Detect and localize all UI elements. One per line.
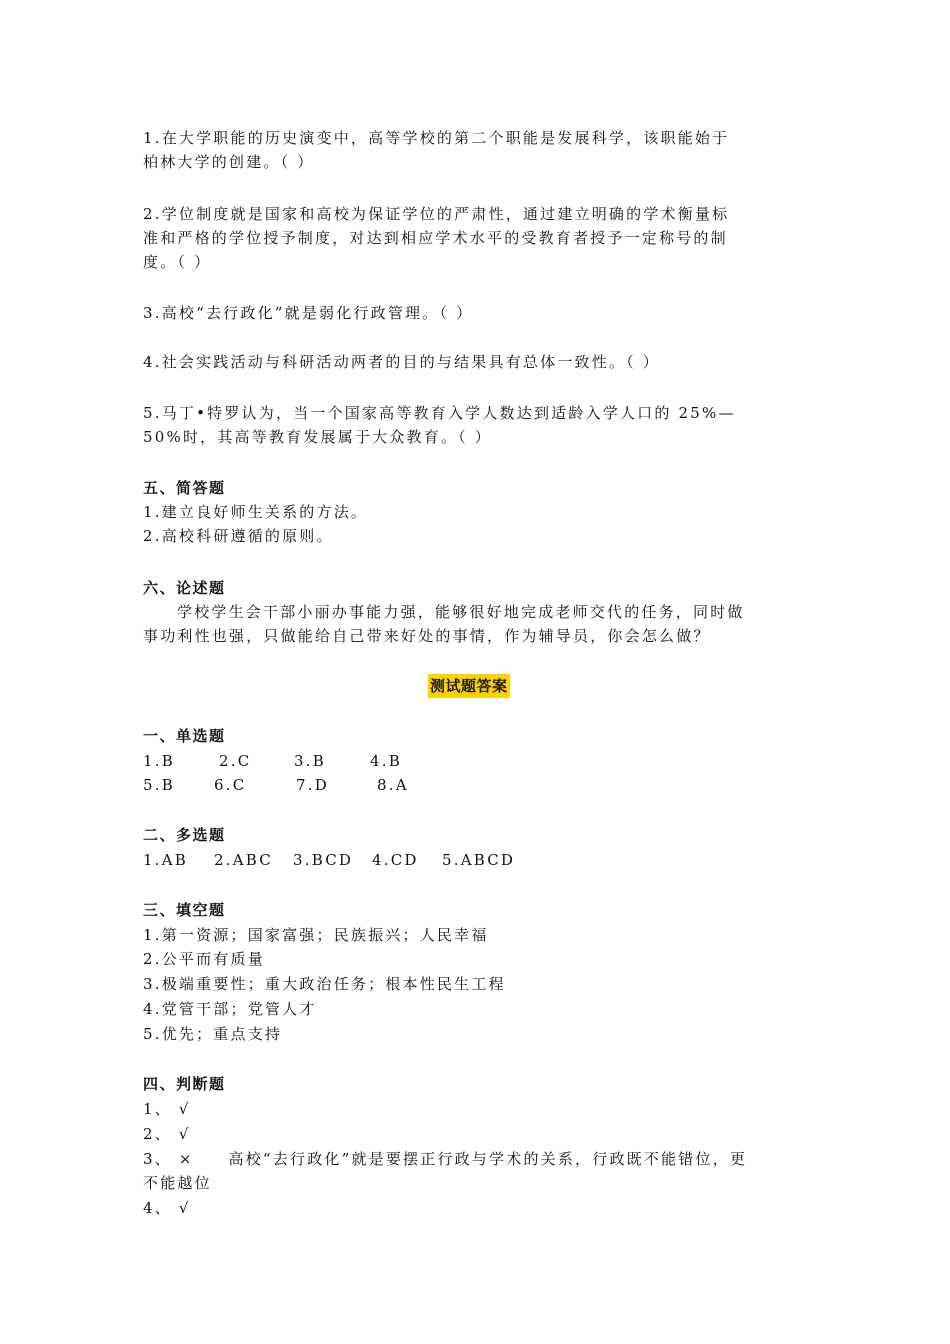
answer-heading-multiple-choice: 二、多选题: [143, 826, 226, 844]
answer-heading-fill-blank: 三、填空题: [143, 901, 226, 919]
answer-heading-true-false: 四、判断题: [143, 1075, 226, 1093]
section-heading-short-answer: 五、简答题: [143, 479, 226, 497]
answer-item: 8.A: [377, 776, 409, 794]
true-false-answer: 1、 √: [143, 1100, 191, 1118]
true-false-answer: 4、 √: [143, 1199, 191, 1217]
short-answer-item: 1.建立良好师生关系的方法。: [143, 503, 369, 521]
essay-line-2: 事功利性也强，只做能给自己带来好处的事情，作为辅导员，你会怎么做？: [143, 627, 711, 645]
answer-item: 3.B: [294, 752, 326, 770]
answer-heading-single-choice: 一、单选题: [143, 727, 226, 745]
answer-item: 6.C: [214, 776, 247, 794]
answer-item: 5.B: [143, 776, 175, 794]
question-2-line-3: 度。（ ）: [143, 253, 212, 271]
fill-blank-answer: 5.优先；重点支持: [143, 1025, 283, 1043]
fill-blank-answer: 1.第一资源；国家富强；民族振兴；人民幸福: [143, 926, 489, 944]
question-5-line-2: 50%时，其高等教育发展属于大众教育。（ ）: [143, 428, 493, 446]
short-answer-item: 2.高校科研遵循的原则。: [143, 527, 334, 545]
section-heading-essay: 六、论述题: [143, 579, 226, 597]
answer-item: 5.ABCD: [442, 851, 516, 869]
question-1-line-2: 柏林大学的创建。（ ）: [143, 153, 315, 171]
fill-blank-answer: 2.公平而有质量: [143, 950, 265, 968]
answer-item: 2.ABC: [214, 851, 273, 869]
answer-item: 3.BCD: [293, 851, 354, 869]
answer-item: 7.D: [296, 776, 329, 794]
question-3-line-1: 3.高校“去行政化”就是弱化行政管理。（ ）: [143, 304, 474, 322]
answer-item: 4.B: [370, 752, 402, 770]
fill-blank-answer: 3.极端重要性；重大政治任务；根本性民生工程: [143, 975, 506, 993]
true-false-answer: 不能越位: [143, 1174, 212, 1192]
question-1-line-1: 1.在大学职能的历史演变中，高等学校的第二个职能是发展科学，该职能始于: [143, 129, 730, 147]
true-false-answer: 3、 × 高校“去行政化”就是要摆正行政与学术的关系，行政既不能错位，更: [143, 1150, 748, 1168]
question-5-line-1: 5.马丁•特罗认为，当一个国家高等教育入学人数达到适龄入学人口的 25%—: [143, 404, 736, 422]
question-2-line-2: 准和严格的学位授予制度，对达到相应学术水平的受教育者授予一定称号的制: [143, 229, 728, 247]
answer-item: 1.AB: [143, 851, 188, 869]
answer-item: 1.B: [143, 752, 175, 770]
fill-blank-answer: 4.党管干部；党管人才: [143, 1000, 317, 1018]
answer-item: 2.C: [219, 752, 252, 770]
essay-line-1: 学校学生会干部小丽办事能力强，能够很好地完成老师交代的任务，同时做: [177, 603, 745, 621]
answer-item: 4.CD: [372, 851, 419, 869]
question-4-line-1: 4.社会实践活动与科研活动两者的目的与结果具有总体一致性。（ ）: [143, 353, 660, 371]
question-2-line-1: 2.学位制度就是国家和高校为保证学位的严肃性，通过建立明确的学术衡量标: [143, 205, 730, 223]
answers-title: 测试题答案: [428, 674, 510, 698]
true-false-answer: 2、 √: [143, 1125, 191, 1143]
